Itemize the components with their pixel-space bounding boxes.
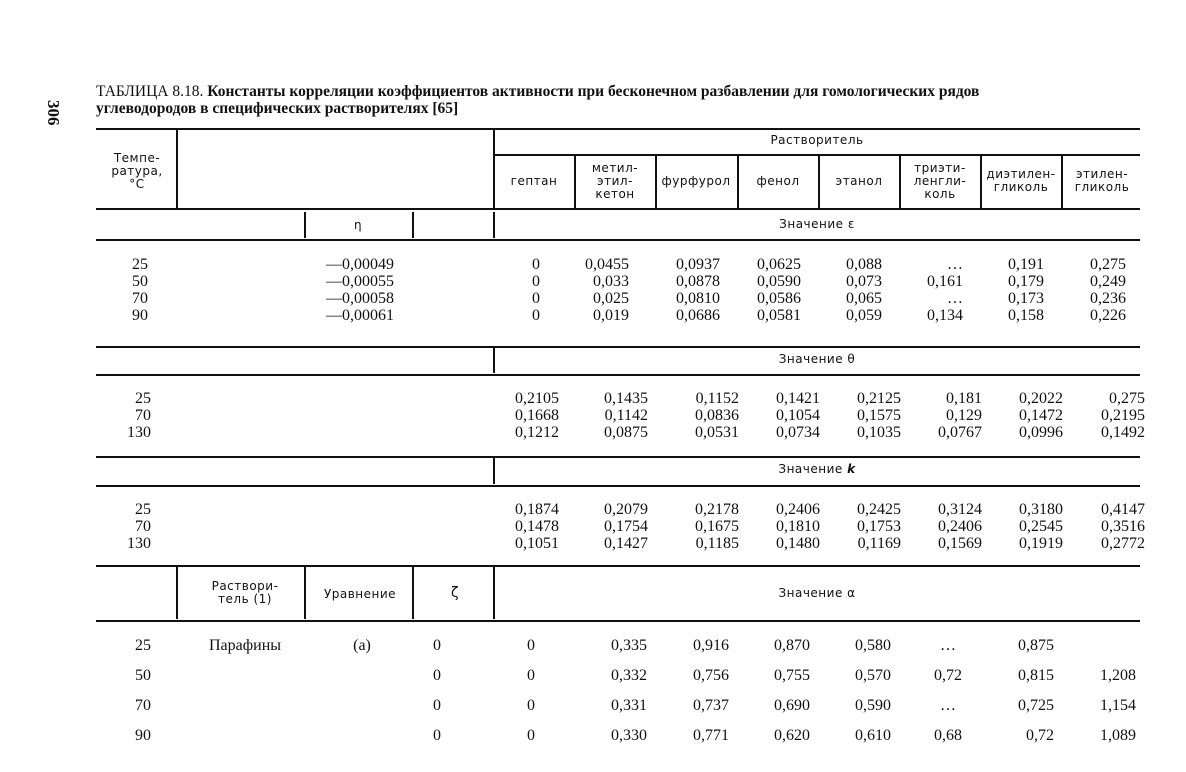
header-temperature-line: °С [129, 177, 145, 191]
epsilon-value-cell: 0,191 [1008, 256, 1044, 273]
epsilon-value-cell: 0,059 [846, 307, 882, 324]
alpha-value-cell: 0,570 [855, 667, 891, 684]
epsilon-value-cell: 0,025 [593, 290, 629, 307]
kappa-value-cell: 0,1569 [938, 535, 982, 552]
header-solvent-1-line: тель (1) [218, 592, 272, 606]
epsilon-value-cell: 0 [532, 307, 540, 324]
solvent-header [986, 168, 1055, 194]
theta-value-cell: 0,1575 [857, 407, 901, 424]
solvent-header-line: триэти- [914, 160, 966, 175]
kappa-value-cell: 0,2406 [776, 501, 820, 518]
epsilon-value-cell: … [947, 256, 963, 273]
kappa-value-cell: 0,1051 [515, 535, 559, 552]
epsilon-value-cell: 0,088 [846, 256, 882, 273]
alpha-value-cell: 0,756 [693, 667, 729, 684]
theta-value-cell: 0,0875 [604, 424, 648, 441]
header-equation: Уравнение [323, 587, 397, 601]
alpha-value-cell: 0 [527, 667, 535, 684]
kappa-value-cell: 0,4147 [1101, 501, 1145, 518]
epsilon-value-cell: 0,158 [1008, 307, 1044, 324]
eta-cell: —0,00058 [326, 290, 394, 307]
epsilon-value-cell: 0,033 [593, 273, 629, 290]
eta-label: η [353, 218, 363, 232]
section-label-theta: Значение θ [778, 352, 856, 366]
epsilon-value-cell: 0,226 [1090, 307, 1126, 324]
theta-value-cell: 0,2125 [857, 390, 901, 407]
temperature-cell: 130 [127, 424, 151, 441]
solvent-header-line: коль [924, 186, 956, 201]
solvent-1-cell: Парафины [209, 637, 281, 654]
vline-temp [176, 129, 178, 208]
epsilon-value-cell: 0,0937 [676, 256, 720, 273]
alpha-value-cell: 1,154 [1100, 697, 1136, 714]
temperature-cell: 70 [135, 407, 151, 424]
theta-value-cell: 0,0734 [776, 424, 820, 441]
page-number: 306 [44, 100, 63, 126]
rule-alpha-label [96, 620, 1140, 622]
header-solvent: Растворитель [770, 133, 864, 147]
kappa-value-cell: 0,1480 [776, 535, 820, 552]
temperature-cell: 130 [127, 535, 151, 552]
alpha-value-cell: 1,208 [1100, 667, 1136, 684]
epsilon-value-cell: 0,019 [593, 307, 629, 324]
header-temperature-line: Темпе- [113, 151, 161, 165]
solvent-header-line: фурфурол [661, 173, 731, 188]
vline-s1 [574, 155, 576, 208]
kappa-value-cell: 0,1478 [515, 518, 559, 535]
alpha-value-cell: 0,725 [1018, 697, 1054, 714]
vline-data-start [493, 129, 495, 208]
header-zeta: ζ [450, 585, 460, 601]
theta-value-cell: 0,1435 [604, 390, 648, 407]
table-title-text: Константы корреляции коэффициентов активности при бесконечном разбавлении для гомологических рядов [207, 83, 980, 100]
vline-theta [493, 348, 495, 373]
kappa-value-cell: 0,1427 [604, 535, 648, 552]
zeta-cell: 0 [433, 667, 441, 684]
kappa-value-cell: 0,2425 [857, 501, 901, 518]
temperature-cell: 90 [132, 307, 148, 324]
alpha-value-cell: 0,610 [855, 727, 891, 744]
temperature-cell: 90 [135, 727, 151, 744]
header-solvent-1-line: Раствори- [211, 579, 279, 593]
alpha-value-cell: 0,690 [774, 697, 810, 714]
epsilon-value-cell: 0,0586 [757, 290, 801, 307]
alpha-value-cell: … [940, 697, 956, 714]
kappa-value-cell: 0,1185 [695, 535, 739, 552]
eta-cell: —0,00055 [326, 273, 394, 290]
table-title-line-1 [96, 84, 979, 100]
theta-value-cell: 0,1472 [1019, 407, 1063, 424]
theta-value-cell: 0,1054 [776, 407, 820, 424]
theta-value-cell: 0,129 [946, 407, 982, 424]
theta-value-cell: 0,0836 [695, 407, 739, 424]
alpha-value-cell: 0,590 [855, 697, 891, 714]
alpha-value-cell: 0,331 [611, 697, 647, 714]
section-label-alpha: Значение α [778, 586, 856, 600]
alpha-value-cell: 0,755 [774, 667, 810, 684]
theta-value-cell: 0,2022 [1019, 390, 1063, 407]
alpha-value-cell: 0,737 [693, 697, 729, 714]
solvent-header-line: фенол [756, 173, 800, 188]
alpha-value-cell: 0,72 [934, 667, 962, 684]
theta-value-cell: 0,275 [1109, 390, 1145, 407]
alpha-value-cell: 0 [527, 637, 535, 654]
alpha-value-cell: 0,332 [611, 667, 647, 684]
epsilon-value-cell: 0,236 [1090, 290, 1126, 307]
solvent-header-line: гептан [510, 173, 558, 188]
vline-s4 [818, 155, 820, 208]
header-temperature [111, 152, 162, 191]
epsilon-value-cell: 0,073 [846, 273, 882, 290]
rule-alpha-top [96, 565, 1140, 567]
theta-value-cell: 0,1421 [776, 390, 820, 407]
theta-value-cell: 0,181 [946, 390, 982, 407]
solvent-header [511, 175, 558, 188]
vline-s5 [899, 155, 901, 208]
epsilon-value-cell: 0,0455 [585, 256, 629, 273]
kappa-value-cell: 0,2545 [1019, 518, 1063, 535]
rule-kappa-label [96, 485, 1140, 487]
theta-value-cell: 0,1492 [1101, 424, 1145, 441]
temperature-cell: 25 [135, 390, 151, 407]
alpha-value-cell: 0,875 [1018, 637, 1054, 654]
alpha-value-cell: … [940, 637, 956, 654]
section-label-kappa-text: Значение [778, 462, 843, 476]
kappa-value-cell: 0,2178 [695, 501, 739, 518]
kappa-value-cell: 0,3124 [938, 501, 982, 518]
rule-theta-top [96, 346, 1140, 348]
alpha-value-cell: 0 [527, 697, 535, 714]
solvent-header-line: гликоль [1074, 180, 1130, 194]
alpha-value-cell: 0,72 [1026, 727, 1054, 744]
epsilon-value-cell: 0,0686 [676, 307, 720, 324]
temperature-cell: 50 [132, 273, 148, 290]
rule-eps-label [96, 239, 1140, 241]
rule-top [96, 128, 1140, 130]
rule-solvent-sub [494, 154, 1140, 156]
solvent-header-line: кетон [595, 186, 635, 201]
solvent-header [1075, 168, 1130, 194]
vline-eps [493, 212, 495, 238]
solvent-header-line: этанол [835, 173, 883, 188]
theta-value-cell: 0,1035 [857, 424, 901, 441]
temperature-cell: 50 [135, 667, 151, 684]
kappa-value-cell: 0,2079 [604, 501, 648, 518]
vline-s2 [655, 155, 657, 208]
theta-value-cell: 0,2195 [1101, 407, 1145, 424]
theta-value-cell: 0,1142 [604, 407, 648, 424]
table-label: ТАБЛИЦА 8.18. [96, 83, 204, 100]
epsilon-value-cell: 0,0878 [676, 273, 720, 290]
kappa-value-cell: 0,3516 [1101, 518, 1145, 535]
epsilon-value-cell: 0,275 [1090, 256, 1126, 273]
solvent-header-line: диэтилен- [986, 167, 1056, 181]
solvent-header-line: метил- [591, 160, 639, 175]
zeta-cell: 0 [433, 697, 441, 714]
kappa-value-cell: 0,1754 [604, 518, 648, 535]
theta-value-cell: 0,0767 [938, 424, 982, 441]
temperature-cell: 70 [135, 697, 151, 714]
alpha-value-cell: 0,815 [1018, 667, 1054, 684]
zeta-cell: 0 [433, 637, 441, 654]
epsilon-value-cell: 0,0810 [676, 290, 720, 307]
vline-alpha-3 [412, 567, 414, 619]
epsilon-value-cell: 0,179 [1008, 273, 1044, 290]
alpha-value-cell: 0,620 [774, 727, 810, 744]
solvent-header-line: ленгли- [913, 173, 967, 188]
alpha-value-cell: 0,771 [693, 727, 729, 744]
eta-cell: —0,00049 [326, 256, 394, 273]
vline-s7 [1061, 155, 1063, 208]
temperature-cell: 25 [135, 637, 151, 654]
kappa-value-cell: 0,1874 [515, 501, 559, 518]
epsilon-value-cell: 0,0590 [757, 273, 801, 290]
epsilon-value-cell: 0,0625 [757, 256, 801, 273]
alpha-value-cell: 0 [527, 727, 535, 744]
epsilon-value-cell: 0,173 [1008, 290, 1044, 307]
section-label-epsilon: Значение ε [779, 217, 855, 231]
section-label-kappa-symbol: k [847, 462, 856, 476]
epsilon-value-cell: 0 [532, 256, 540, 273]
zeta-cell: 0 [433, 727, 441, 744]
section-label-kappa [778, 463, 855, 476]
table-title-line-2: углеводородов в специфических растворителях [65] [96, 100, 459, 117]
temperature-cell: 70 [132, 290, 148, 307]
solvent-header [914, 162, 967, 201]
solvent-header [592, 162, 638, 201]
vline-kappa [493, 458, 495, 484]
kappa-value-cell: 0,3180 [1019, 501, 1063, 518]
solvent-header-line: этилен- [1075, 167, 1129, 181]
kappa-value-cell: 0,2772 [1101, 535, 1145, 552]
alpha-value-cell: 0,916 [693, 637, 729, 654]
rule-header-bottom [96, 208, 1140, 210]
theta-value-cell: 0,2105 [515, 390, 559, 407]
epsilon-value-cell: 0 [532, 273, 540, 290]
solvent-header [836, 175, 883, 188]
alpha-value-cell: 0,330 [611, 727, 647, 744]
vline-eta-right [412, 212, 414, 238]
temperature-cell: 25 [132, 256, 148, 273]
vline-alpha-4 [493, 567, 495, 619]
solvent-header-line: этил- [597, 173, 633, 188]
alpha-value-cell: 0,870 [774, 637, 810, 654]
solvent-header [662, 175, 731, 188]
equation-cell: (a) [353, 637, 371, 654]
kappa-value-cell: 0,1919 [1019, 535, 1063, 552]
epsilon-value-cell: 0,065 [846, 290, 882, 307]
kappa-value-cell: 0,1753 [857, 518, 901, 535]
header-solvent-1 [212, 580, 279, 606]
alpha-value-cell: 0,68 [934, 727, 962, 744]
rule-kappa-top [96, 456, 1140, 458]
temperature-cell: 70 [135, 518, 151, 535]
rule-theta-label [96, 374, 1140, 376]
kappa-value-cell: 0,2406 [938, 518, 982, 535]
epsilon-value-cell: … [947, 290, 963, 307]
epsilon-value-cell: 0 [532, 290, 540, 307]
kappa-value-cell: 0,1169 [857, 535, 901, 552]
epsilon-value-cell: 0,161 [927, 273, 963, 290]
kappa-value-cell: 0,1675 [695, 518, 739, 535]
theta-value-cell: 0,1152 [695, 390, 739, 407]
theta-value-cell: 0,1668 [515, 407, 559, 424]
theta-value-cell: 0,0531 [695, 424, 739, 441]
vline-alpha-1 [176, 567, 178, 619]
epsilon-value-cell: 0,249 [1090, 273, 1126, 290]
theta-value-cell: 0,0996 [1019, 424, 1063, 441]
solvent-header [757, 175, 800, 188]
alpha-value-cell: 0,580 [855, 637, 891, 654]
header-temperature-line: ратура, [111, 164, 163, 178]
epsilon-value-cell: 0,134 [927, 307, 963, 324]
vline-s3 [737, 155, 739, 208]
epsilon-value-cell: 0,0581 [757, 307, 801, 324]
solvent-header-line: гликоль [993, 180, 1049, 194]
alpha-value-cell: 0,335 [611, 637, 647, 654]
temperature-cell: 25 [135, 501, 151, 518]
vline-eta-left [304, 212, 306, 238]
kappa-value-cell: 0,1810 [776, 518, 820, 535]
eta-cell: —0,00061 [326, 307, 394, 324]
vline-s6 [980, 155, 982, 208]
vline-alpha-2 [304, 567, 306, 619]
theta-value-cell: 0,1212 [515, 424, 559, 441]
alpha-value-cell: 1,089 [1100, 727, 1136, 744]
